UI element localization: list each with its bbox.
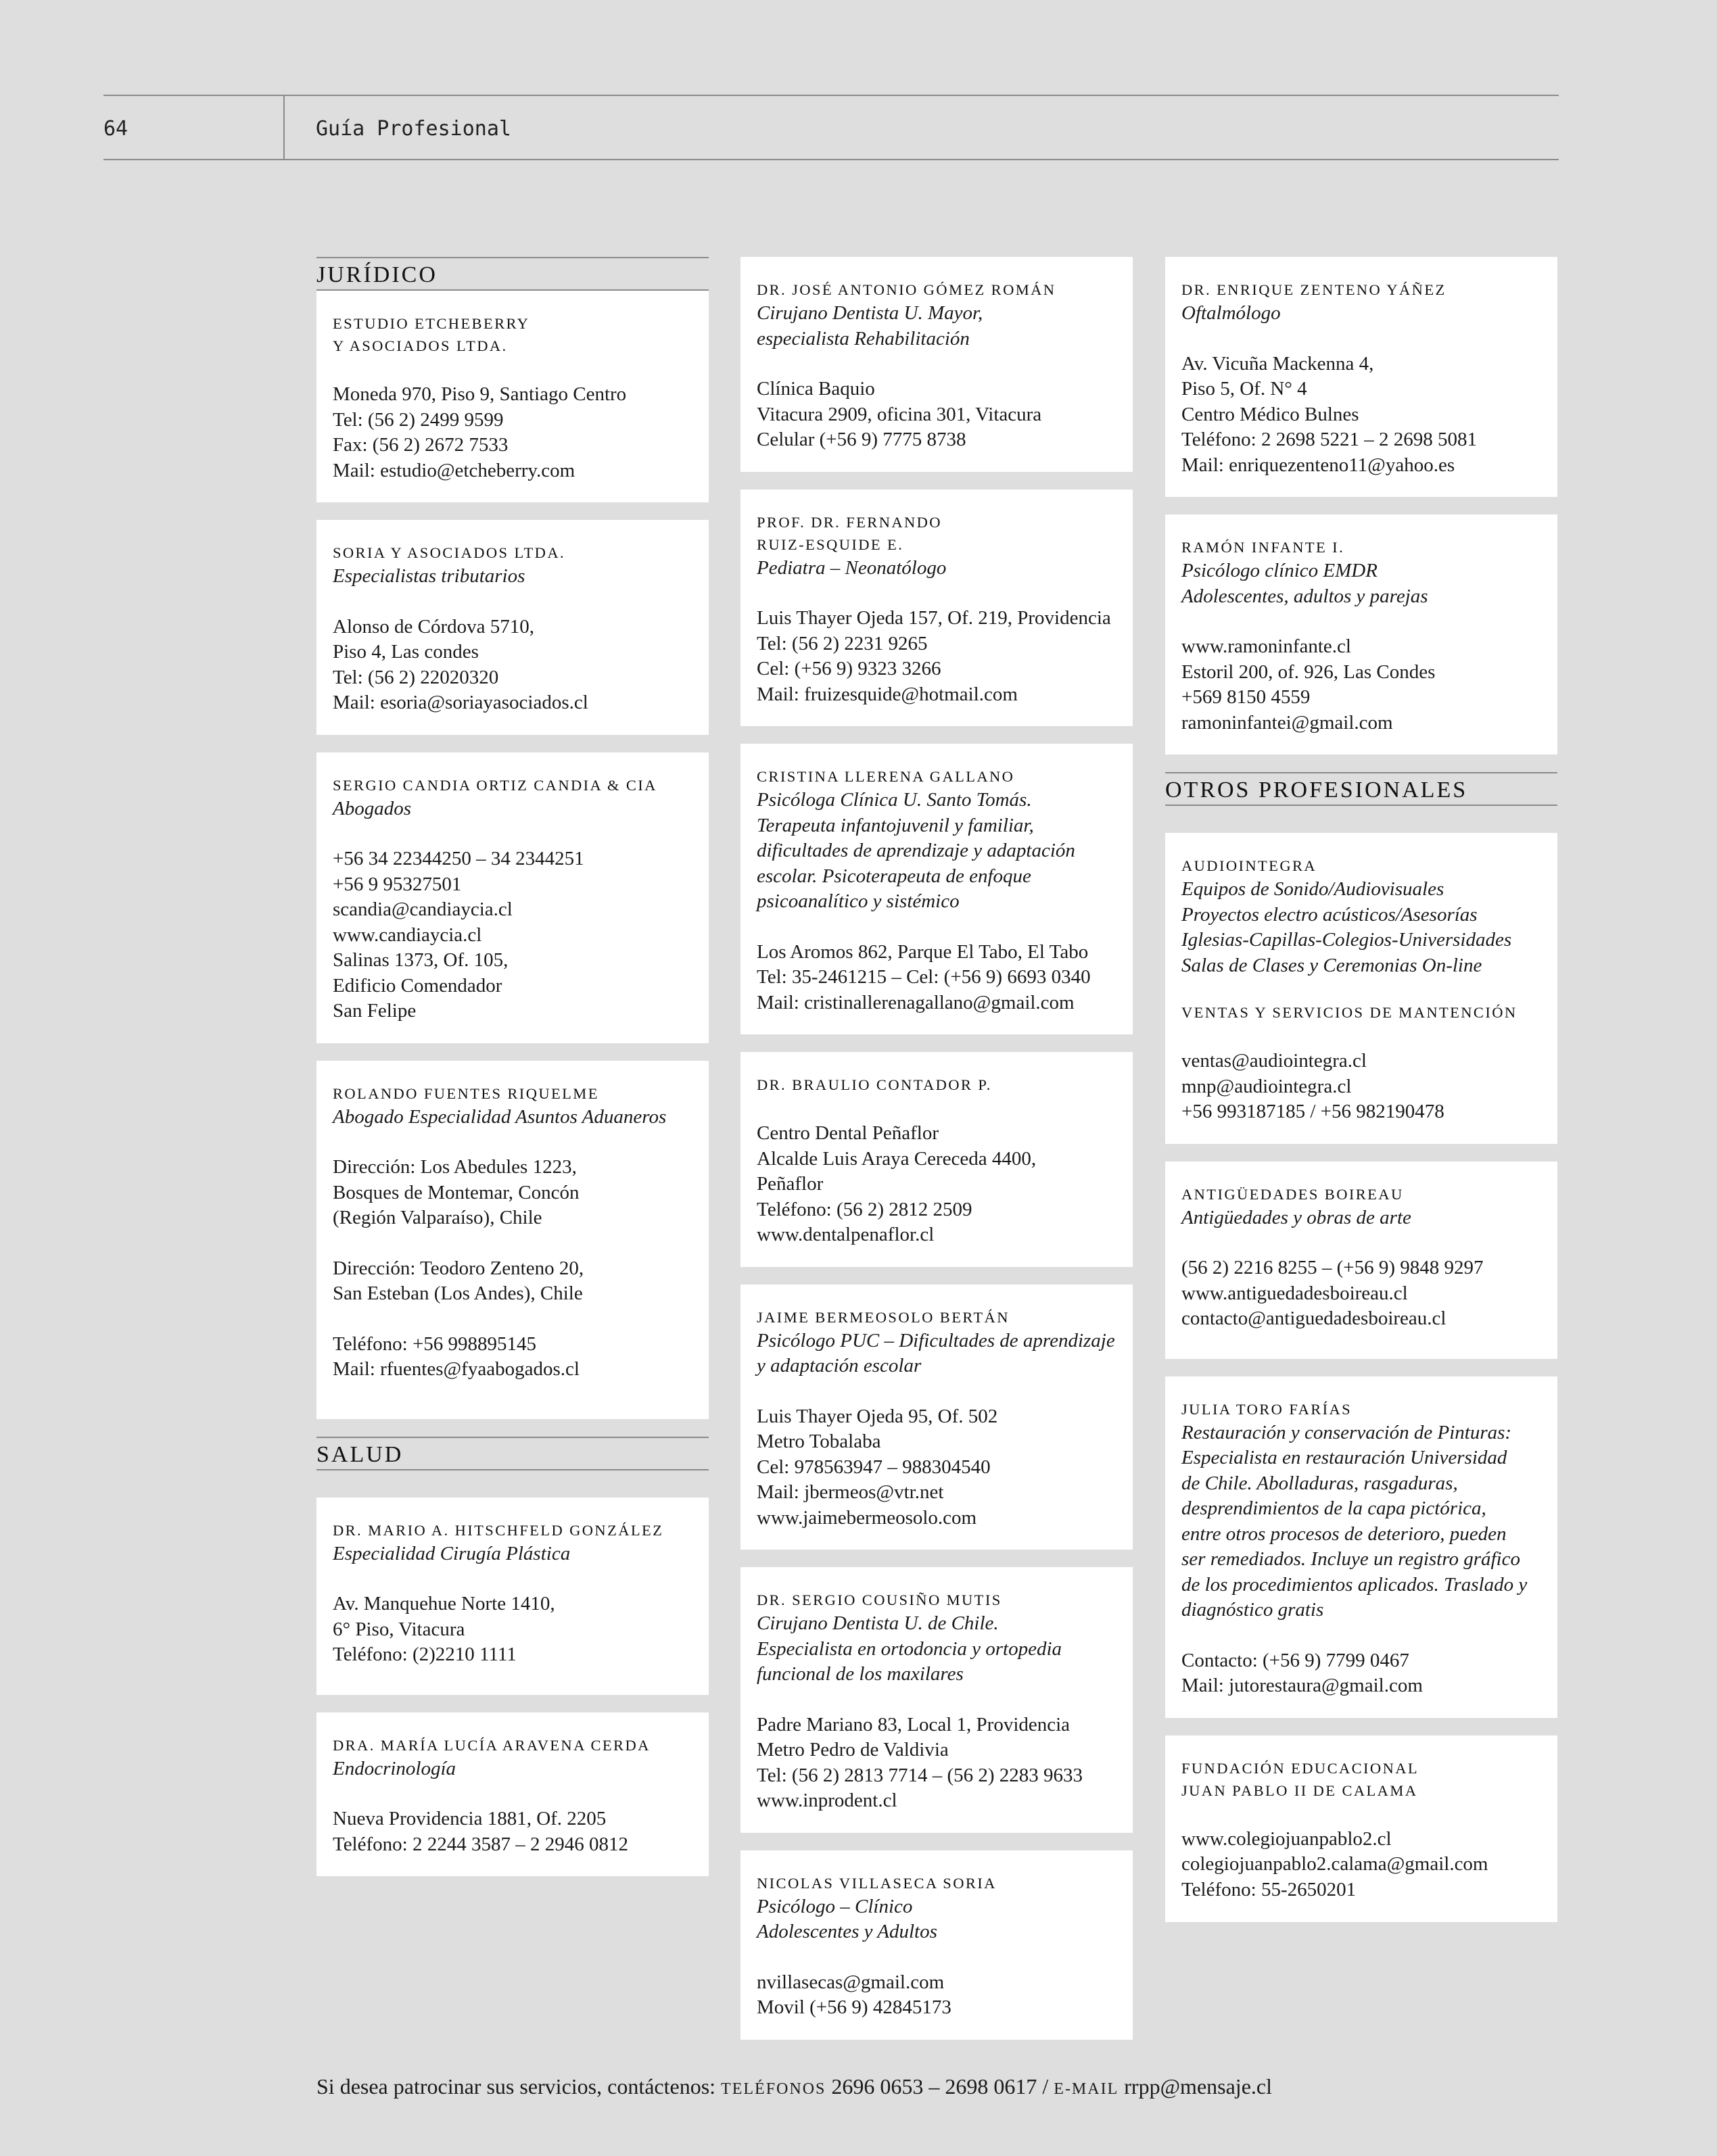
listing-contact: Luis Thayer Ojeda 95, Of. 502 Metro Tobalaba Cel: 978563947 – 988304540 Mail: jbermeos@vtr.net www.jaimebermeosolo.com (757, 1405, 998, 1529)
listing-card (1165, 1735, 1557, 1922)
listing-card (316, 1498, 709, 1695)
listing-card (316, 752, 709, 1043)
listing-card (316, 291, 709, 502)
listing-card (740, 1285, 1133, 1550)
header-divider (283, 95, 285, 160)
listing-name: DR. ENRIQUE ZENTENO YÁÑEZ (1181, 281, 1446, 298)
listing-specialty: Equipos de Sonido/Audiovisuales Proyectos electro acústicos/Asesorías Iglesias-Capillas-Colegios-Universidades Salas de Clases y Ceremonias On-line (1181, 878, 1512, 976)
listing-card (316, 1712, 709, 1877)
listing-contact: Dirección: Los Abedules 1223, Bosques de Montemar, Concón (Región Valparaíso), Chile (333, 1156, 580, 1228)
listing-card (1165, 1376, 1557, 1718)
listing-contact: Contacto: (+56 9) 7799 0467 Mail: jutorestaura@gmail.com (1181, 1649, 1423, 1696)
running-title: Guía Profesional (316, 117, 511, 141)
listing-name: JAIME BERMEOSOLO BERTÁN (757, 1308, 1010, 1326)
listing-specialty: Psicólogo clínico EMDR Adolescentes, adultos y parejas (1181, 560, 1428, 607)
listing-card (1165, 257, 1557, 497)
listing-contact: Teléfono: +56 998895145 Mail: rfuentes@fyaabogados.cl (333, 1333, 580, 1380)
listing-name: SORIA Y ASOCIADOS LTDA. (333, 544, 565, 561)
listing-specialty: Antigüedades y obras de arte (1181, 1206, 1411, 1228)
listing-card (316, 1061, 709, 1419)
section-juridico (316, 257, 709, 291)
page-number: 64 (103, 117, 128, 141)
listing-card (740, 1850, 1133, 2040)
listing-specialty: Oftalmólogo (1181, 302, 1281, 324)
listing-specialty: Pediatra – Neonatólogo (757, 556, 947, 579)
header-top-rule (103, 95, 1559, 96)
section-title: OTROS PROFESIONALES (1165, 777, 1468, 802)
section-title: SALUD (316, 1441, 404, 1467)
listing-card (740, 1052, 1133, 1267)
listing-card (740, 489, 1133, 727)
listing-card (740, 257, 1133, 472)
listing-specialty: Especialidad Cirugía Plástica (333, 1542, 571, 1564)
section-otros (1165, 772, 1557, 806)
listing-name: NICOLAS VILLASECA SORIA (757, 1874, 997, 1892)
listing-specialty: Endocrinología (333, 1757, 456, 1779)
sponsor-footer (316, 2074, 1272, 2099)
listing-name: ROLANDO FUENTES RIQUELME (333, 1084, 599, 1102)
listing-name: JULIA TORO FARÍAS (1181, 1400, 1353, 1418)
listing-name: ESTUDIO ETCHEBERRY Y ASOCIADOS LTDA. (333, 315, 530, 354)
footer-phones: 2696 0653 – 2698 0617 / (831, 2074, 1049, 2099)
listing-contact: Los Aromos 862, Parque El Tabo, El Tabo Tel: 35-2461215 – Cel: (+56 9) 6693 0340 Mail: cristinallerenagallano@gmail.com (757, 940, 1091, 1013)
listing-contact: nvillasecas@gmail.com Movil (+56 9) 42845173 (757, 1971, 951, 2018)
listing-specialty: Psicóloga Clínica U. Santo Tomás. Terapeuta infantojuvenil y familiar, dificultades de aprendizaje y adaptación escolar. Psicoterapeuta de enfoque psicoanalítico y sistémico (757, 789, 1075, 912)
listing-card (316, 520, 709, 735)
listing-name: DR. BRAULIO CONTADOR P. (757, 1076, 992, 1093)
listing-specialty: Psicólogo PUC – Dificultades de aprendizaje y adaptación escolar (757, 1329, 1115, 1376)
listing-contact: www.colegiojuanpablo2.cl colegiojuanpablo2.calama@gmail.com Teléfono: 55-2650201 (1181, 1827, 1488, 1900)
footer-lead: Si desea patrocinar sus servicios, contáctenos: (316, 2074, 716, 2099)
listing-name: FUNDACIÓN EDUCACIONAL JUAN PABLO II DE CALAMA (1181, 1759, 1419, 1799)
column-1 (316, 256, 709, 1894)
listing-card (740, 744, 1133, 1034)
footer-email-label: E-MAIL (1054, 2080, 1119, 2098)
listing-contact: Alonso de Córdova 5710, Piso 4, Las condes Tel: (56 2) 22020320 Mail: esoria@soriayasociados.cl (333, 615, 588, 713)
listing-specialty: Especialistas tributarios (333, 565, 525, 587)
listing-contact: Moneda 970, Piso 9, Santiago Centro Tel: (56 2) 2499 9599 Fax: (56 2) 2672 7533 Mail: estudio@etcheberry.com (333, 383, 627, 481)
listing-contact: +56 34 22344250 – 34 2344251 +56 9 95327501 scandia@candiaycia.cl www.candiaycia.cl Salinas 1373, Of. 105, Edificio Comendador San Felipe (333, 848, 584, 1022)
listing-card (1165, 833, 1557, 1144)
listing-specialty: Cirujano Dentista U. de Chile. Especialista en ortodoncia y ortopedia funcional de los maxilares (757, 1612, 1062, 1685)
listing-name: DR. MARIO A. HITSCHFELD GONZÁLEZ (333, 1521, 664, 1539)
listing-contact: (56 2) 2216 8255 – (+56 9) 9848 9297 www.antiguedadesboireau.cl contacto@antiguedadesboireau.cl (1181, 1257, 1484, 1329)
footer-email: rrpp@mensaje.cl (1124, 2074, 1272, 2099)
listing-contact: Av. Manquehue Norte 1410, 6° Piso, Vitacura Teléfono: (2)2210 1111 (333, 1593, 555, 1665)
listing-card (740, 1567, 1133, 1833)
column-3 (1165, 257, 1557, 1940)
listing-contact: Nueva Providencia 1881, Of. 2205 Teléfono: 2 2244 3587 – 2 2946 0812 (333, 1808, 628, 1855)
listing-card (1165, 1161, 1557, 1359)
listing-contact: Av. Vicuña Mackenna 4, Piso 5, Of. N° 4 Centro Médico Bulnes Teléfono: 2 2698 5221 – 2 2698 5081 Mail: enriquezenteno11@yahoo.es (1181, 352, 1477, 476)
listing-name: DR. JOSÉ ANTONIO GÓMEZ ROMÁN (757, 281, 1056, 298)
listing-card (1165, 514, 1557, 754)
listing-specialty: Cirujano Dentista U. Mayor, especialista Rehabilitación (757, 302, 983, 350)
listing-name: PROF. DR. FERNANDO RUIZ-ESQUIDE E. (757, 513, 942, 553)
listing-name: AUDIOINTEGRA (1181, 857, 1317, 874)
header-bottom-rule (103, 159, 1559, 160)
listing-name: DRA. MARÍA LUCÍA ARAVENA CERDA (333, 1736, 651, 1754)
listing-specialty: Psicólogo – Clínico Adolescentes y Adultos (757, 1895, 937, 1942)
listing-name: DR. SERGIO COUSIÑO MUTIS (757, 1591, 1002, 1608)
column-2 (740, 257, 1133, 2057)
listing-services-heading: VENTAS Y SERVICIOS DE MANTENCIÓN (1181, 1004, 1518, 1021)
listing-name: ANTIGÜEDADES BOIREAU (1181, 1185, 1404, 1203)
listing-name: SERGIO CANDIA ORTIZ CANDIA & CIA (333, 776, 657, 794)
listing-contact: www.ramoninfante.cl Estoril 200, of. 926, Las Condes +569 8150 4559 ramoninfantei@gmail.com (1181, 636, 1436, 734)
section-salud (316, 1437, 709, 1470)
listing-specialty: Restauración y conservación de Pinturas: Especialista en restauración Universidad de Chile. Abolladuras, rasgaduras, desprendimientos de la capa pictórica, entre otros procesos de deterioro, pueden ser remediados. Incluye un registro gráfico de los procedimientos aplicados. Traslado y diagnóstico gratis (1181, 1421, 1528, 1621)
listing-contact: Clínica Baquio Vitacura 2909, oficina 301, Vitacura Celular (+56 9) 7775 8738 (757, 378, 1042, 450)
listing-contact: ventas@audiointegra.cl mnp@audiointegra.cl +56 993187185 / +56 982190478 (1181, 1050, 1444, 1122)
listing-contact: Padre Mariano 83, Local 1, Providencia Metro Pedro de Valdivia Tel: (56 2) 2813 7714 – (56 2) 2283 9633 www.inprodent.cl (757, 1713, 1083, 1811)
listing-contact: Dirección: Teodoro Zenteno 20, San Esteban (Los Andes), Chile (333, 1257, 584, 1304)
listing-contact: Centro Dental Peñaflor Alcalde Luis Araya Cereceda 4400, Peñaflor Teléfono: (56 2) 2812 2509 www.dentalpenaflor.cl (757, 1122, 1037, 1245)
section-title: JURÍDICO (316, 262, 438, 287)
listing-specialty: Abogado Especialidad Asuntos Aduaneros (333, 1105, 667, 1128)
listing-specialty: Abogados (333, 797, 411, 819)
footer-phones-label: TELÉFONOS (721, 2080, 826, 2098)
listing-name: CRISTINA LLERENA GALLANO (757, 768, 1015, 785)
listing-name: RAMÓN INFANTE I. (1181, 539, 1345, 556)
listing-contact: Luis Thayer Ojeda 157, Of. 219, Providencia Tel: (56 2) 2231 9265 Cel: (+56 9) 9323 3266 Mail: fruizesquide@hotmail.com (757, 607, 1111, 705)
